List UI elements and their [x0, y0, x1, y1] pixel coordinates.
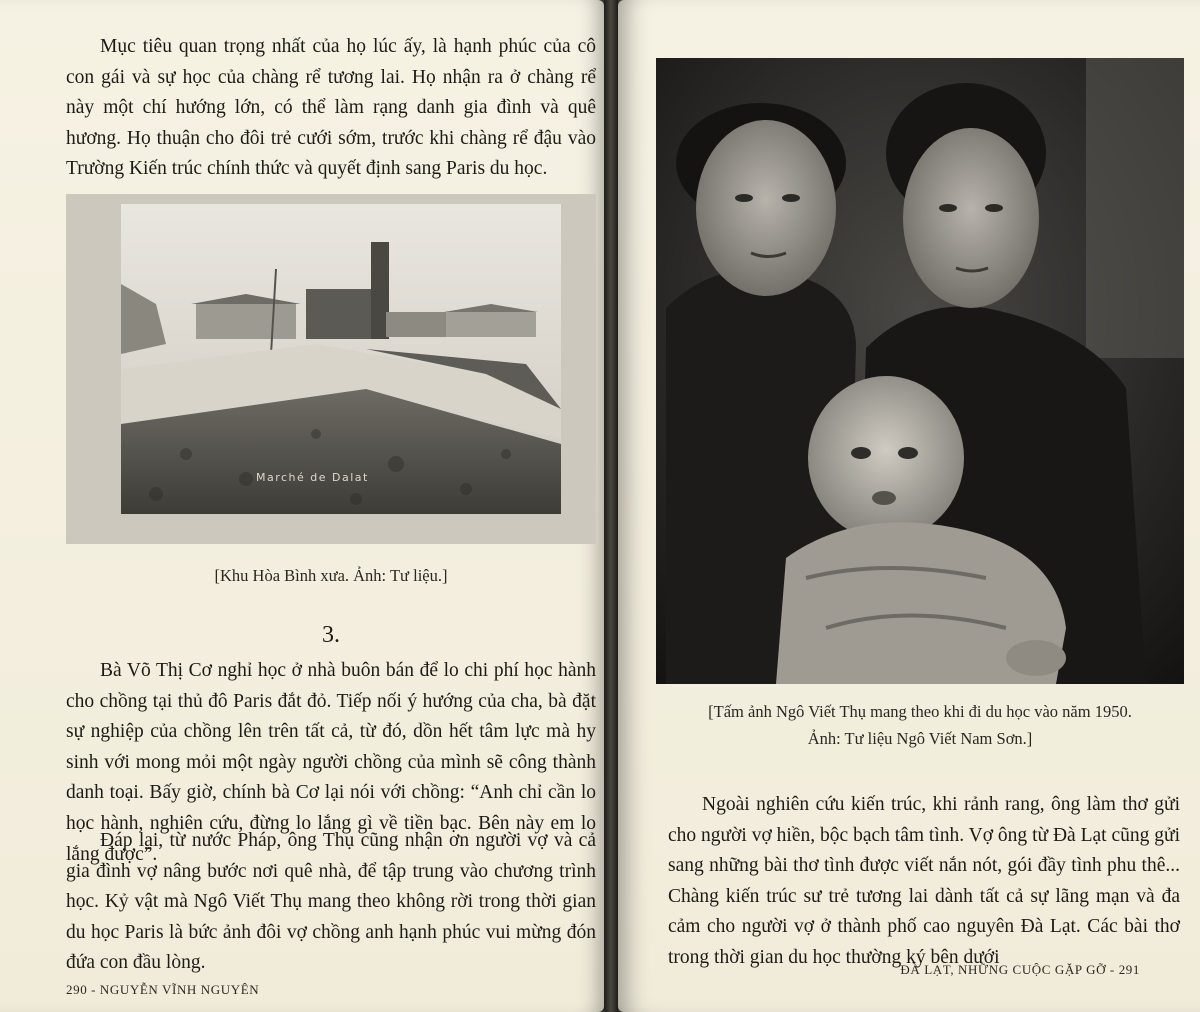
right-photo-caption: [656, 698, 1184, 752]
right-page: [618, 0, 1200, 1012]
market-street-image: [66, 194, 596, 544]
right-paragraph-1: Ngoài nghiên cứu kiến trúc, khi rảnh rang, ông làm thơ gửi cho người vợ hiền, bộc bạch tâm tình. Vợ ông từ Đà Lạt cũng gửi sang những bài thơ tình được viết nắn nót, gói đầy tình phu thê... Chàng kiến trúc sư trẻ tương lai dành tất cả sự lãng mạn và đa cảm cho người vợ ở thành phố cao nguyên Đà Lạt. Các bài thơ trong thời gian du học thường ký bên dưới: [668, 794, 1180, 968]
right-photo-caption-line-2: Ảnh: Tư liệu Ngô Viết Nam Sơn.]: [807, 729, 1033, 748]
right-photo-caption-line-1: [Tấm ảnh Ngô Viết Thụ mang theo khi đi du học vào năm 1950.: [708, 702, 1132, 721]
left-page-footer: 290 - NGUYỄN VĨNH NGUYÊN: [66, 982, 260, 997]
left-photo-caption: [Khu Hòa Bình xưa. Ảnh: Tư liệu.]: [214, 566, 448, 585]
street-photo: [66, 194, 596, 544]
book-gutter: [604, 0, 618, 1012]
left-paragraph-1: Mục tiêu quan trọng nhất của họ lúc ấy, là hạnh phúc của cô con gái và sự học của chàng rể tương lai. Họ nhận ra ở chàng rể này một chí hướng lớn, có thể làm rạng danh gia đình và quê hương. Họ thuận cho đôi trẻ cưới sớm, trước khi chàng rể đậu vào Trường Kiến trúc chính thức và quyết định sang Paris du học.: [66, 36, 596, 180]
section-number: 3.: [322, 622, 340, 648]
photo-inscription: Marché de Dalat: [256, 471, 369, 484]
family-portrait-photo: [656, 58, 1184, 684]
right-page-footer: ĐÀ LẠT, NHỮNG CUỘC GẶP GỠ - 291: [900, 962, 1140, 977]
left-paragraph-2: Bà Võ Thị Cơ nghỉ học ở nhà buôn bán để lo chi phí học hành cho chồng tại thủ đô Paris đắt đỏ. Tiếp nối ý hướng của cha, bà đặt sự nghiệp của chồng lên trên tất cả, từ đó, dồn hết tâm lực mà hy sinh với mong mỏi một ngày người chồng của mình sẽ công thành danh toại. Bấy giờ, chính bà Cơ lại nói với chồng: “Anh chỉ cần lo học hành, nghiên cứu, đừng lo lắng gì về tiền bạc. Bên này em lo lắng được”.: [66, 660, 596, 865]
left-paragraph-3: Đáp lại, từ nước Pháp, ông Thụ cũng nhận ơn người vợ và cả gia đình vợ nâng bước nơi quê nhà, để tập trung vào chương trình học. Kỷ vật mà Ngô Viết Thụ mang theo không rời trong thời gian du học Paris là bức ảnh đôi vợ chồng anh hạnh phúc vui mừng đón đứa con đầu lòng.: [66, 830, 596, 974]
family-portrait-image: [656, 58, 1184, 684]
